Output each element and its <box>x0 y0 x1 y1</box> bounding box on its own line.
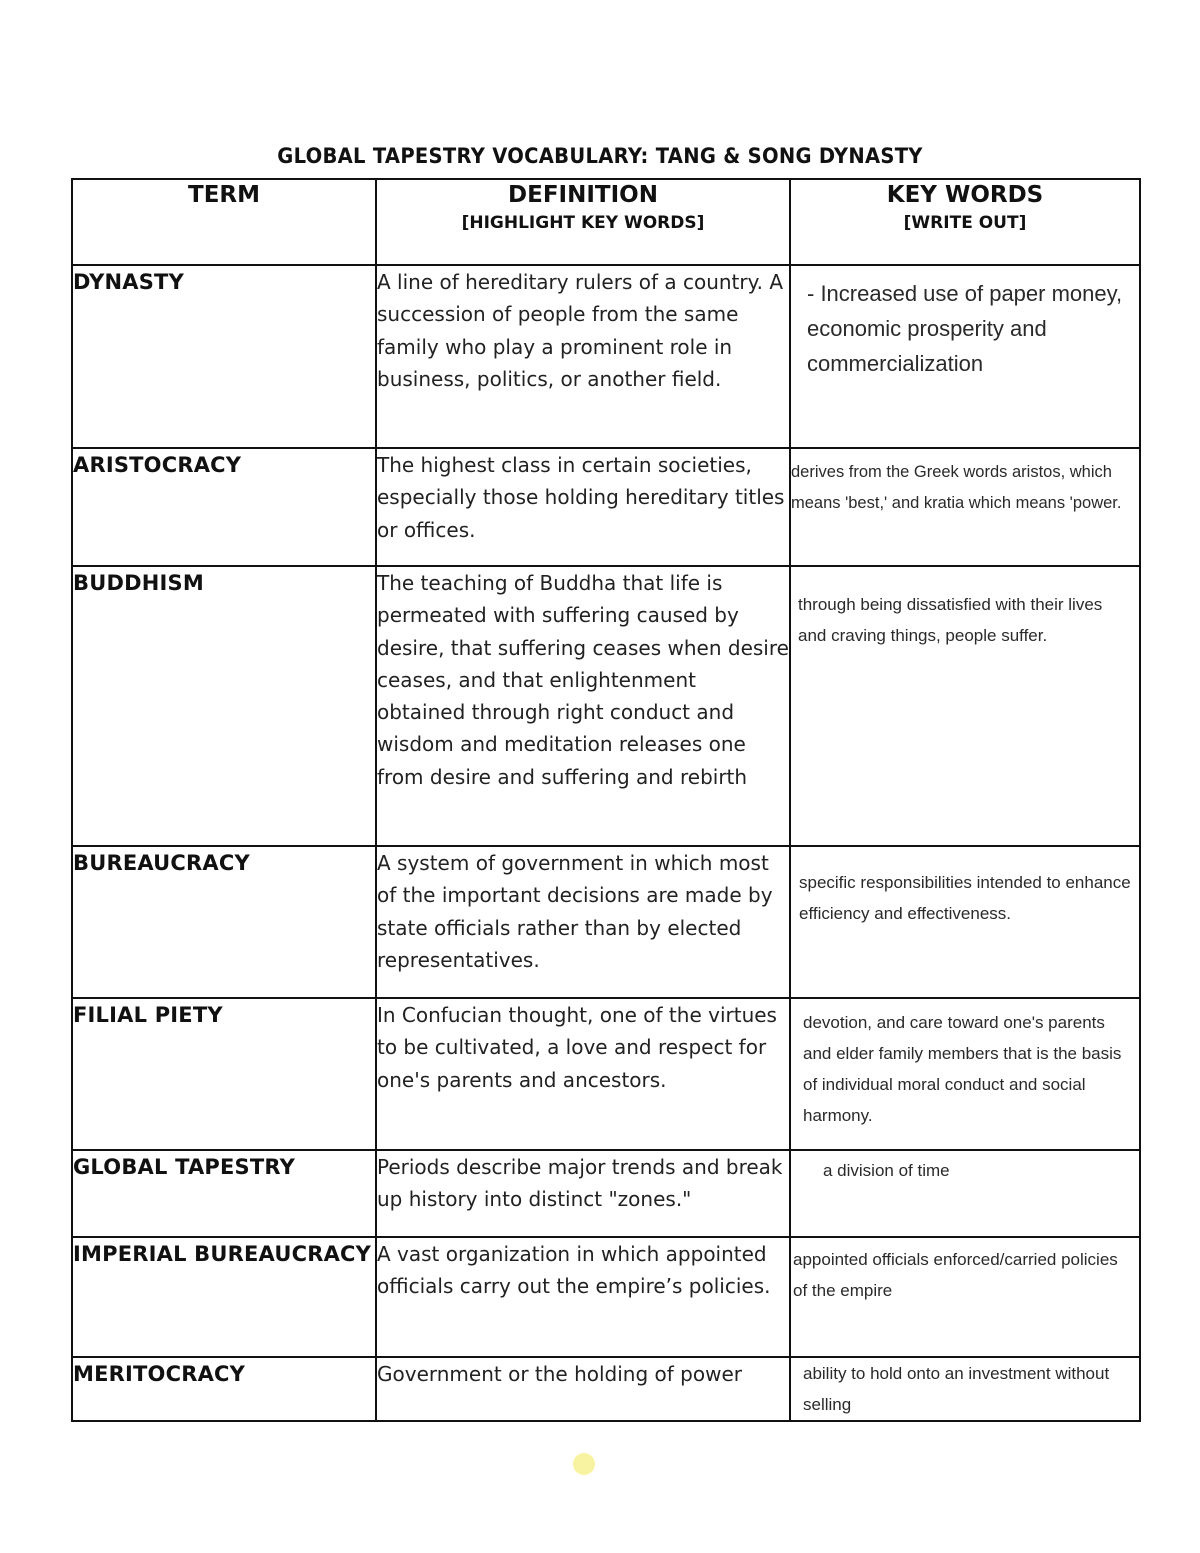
definition-column-header: DEFINITION [HIGHLIGHT KEY WORDS] <box>376 179 790 265</box>
vocabulary-table <box>71 178 1141 1422</box>
highlight-cursor-dot <box>573 1453 595 1475</box>
keywords-cell[interactable] <box>790 1237 1140 1357</box>
term-cell: ARISTOCRACY <box>72 448 376 566</box>
table-row <box>72 566 1140 846</box>
keywords-text: appointed officials enforced/carried policies of the empire <box>793 1250 1118 1300</box>
keywords-text: through being dissatisfied with their lives and craving things, people suffer. <box>798 595 1103 645</box>
definition-cell: A vast organization in which appointed officials carry out the empire’s policies. <box>376 1237 790 1357</box>
table-row <box>72 1357 1140 1421</box>
term-cell: DYNASTY <box>72 265 376 448</box>
definition-cell: In Confucian thought, one of the virtues to be cultivated, a love and respect for one's parents and ancestors. <box>376 998 790 1150</box>
definition-cell: The highest class in certain societies, especially those holding hereditary titles or offices. <box>376 448 790 566</box>
keywords-cell[interactable] <box>790 846 1140 998</box>
table-row <box>72 1237 1140 1357</box>
table-row <box>72 846 1140 998</box>
term-cell: GLOBAL TAPESTRY <box>72 1150 376 1237</box>
keywords-cell[interactable] <box>790 1150 1140 1237</box>
keywords-text: ability to hold onto an investment without selling <box>803 1364 1110 1414</box>
table-row <box>72 998 1140 1150</box>
definition-cell: A line of hereditary rulers of a country. A succession of people from the same family who play a prominent role in business, politics, or another field. <box>376 265 790 448</box>
definition-cell: Periods describe major trends and break up history into distinct "zones." <box>376 1150 790 1237</box>
term-column-header: TERM <box>72 179 376 265</box>
keywords-column-header: KEY WORDS [WRITE OUT] <box>790 179 1140 265</box>
term-cell: FILIAL PIETY <box>72 998 376 1150</box>
term-cell: BUREAUCRACY <box>72 846 376 998</box>
table-row <box>72 1150 1140 1237</box>
keywords-text: devotion, and care toward one's parents and elder family members that is the basis of individual moral conduct and social harmony. <box>803 1013 1122 1125</box>
keywords-cell[interactable] <box>790 448 1140 566</box>
keywords-text: - Increased use of paper money, economic prosperity and commercialization <box>807 281 1123 376</box>
keywords-cell[interactable] <box>790 1357 1140 1421</box>
keywords-cell[interactable] <box>790 566 1140 846</box>
table-row <box>72 448 1140 566</box>
definition-cell: Government or the holding of power <box>376 1357 790 1421</box>
keywords-text: a division of time <box>823 1161 950 1180</box>
definition-cell: The teaching of Buddha that life is permeated with suffering caused by desire, that suffering ceases when desire ceases, and that enlightenment obtained through right conduct and wisdom and meditation releases one from desire and suffering and rebirth <box>376 566 790 846</box>
keywords-cell[interactable] <box>790 265 1140 448</box>
keywords-text: specific responsibilities intended to enhance efficiency and effectiveness. <box>799 873 1131 923</box>
term-cell: BUDDHISM <box>72 566 376 846</box>
page-title: GLOBAL TAPESTRY VOCABULARY: TANG & SONG DYNASTY <box>277 144 923 168</box>
definition-cell: A system of government in which most of the important decisions are made by state officials rather than by elected representatives. <box>376 846 790 998</box>
term-cell: IMPERIAL BUREAUCRACY <box>72 1237 376 1357</box>
term-cell: MERITOCRACY <box>72 1357 376 1421</box>
table-header-row <box>72 179 1140 265</box>
keywords-text: derives from the Greek words aristos, which means 'best,' and kratia which means 'power. <box>791 463 1122 512</box>
table-row <box>72 265 1140 448</box>
keywords-cell[interactable] <box>790 998 1140 1150</box>
